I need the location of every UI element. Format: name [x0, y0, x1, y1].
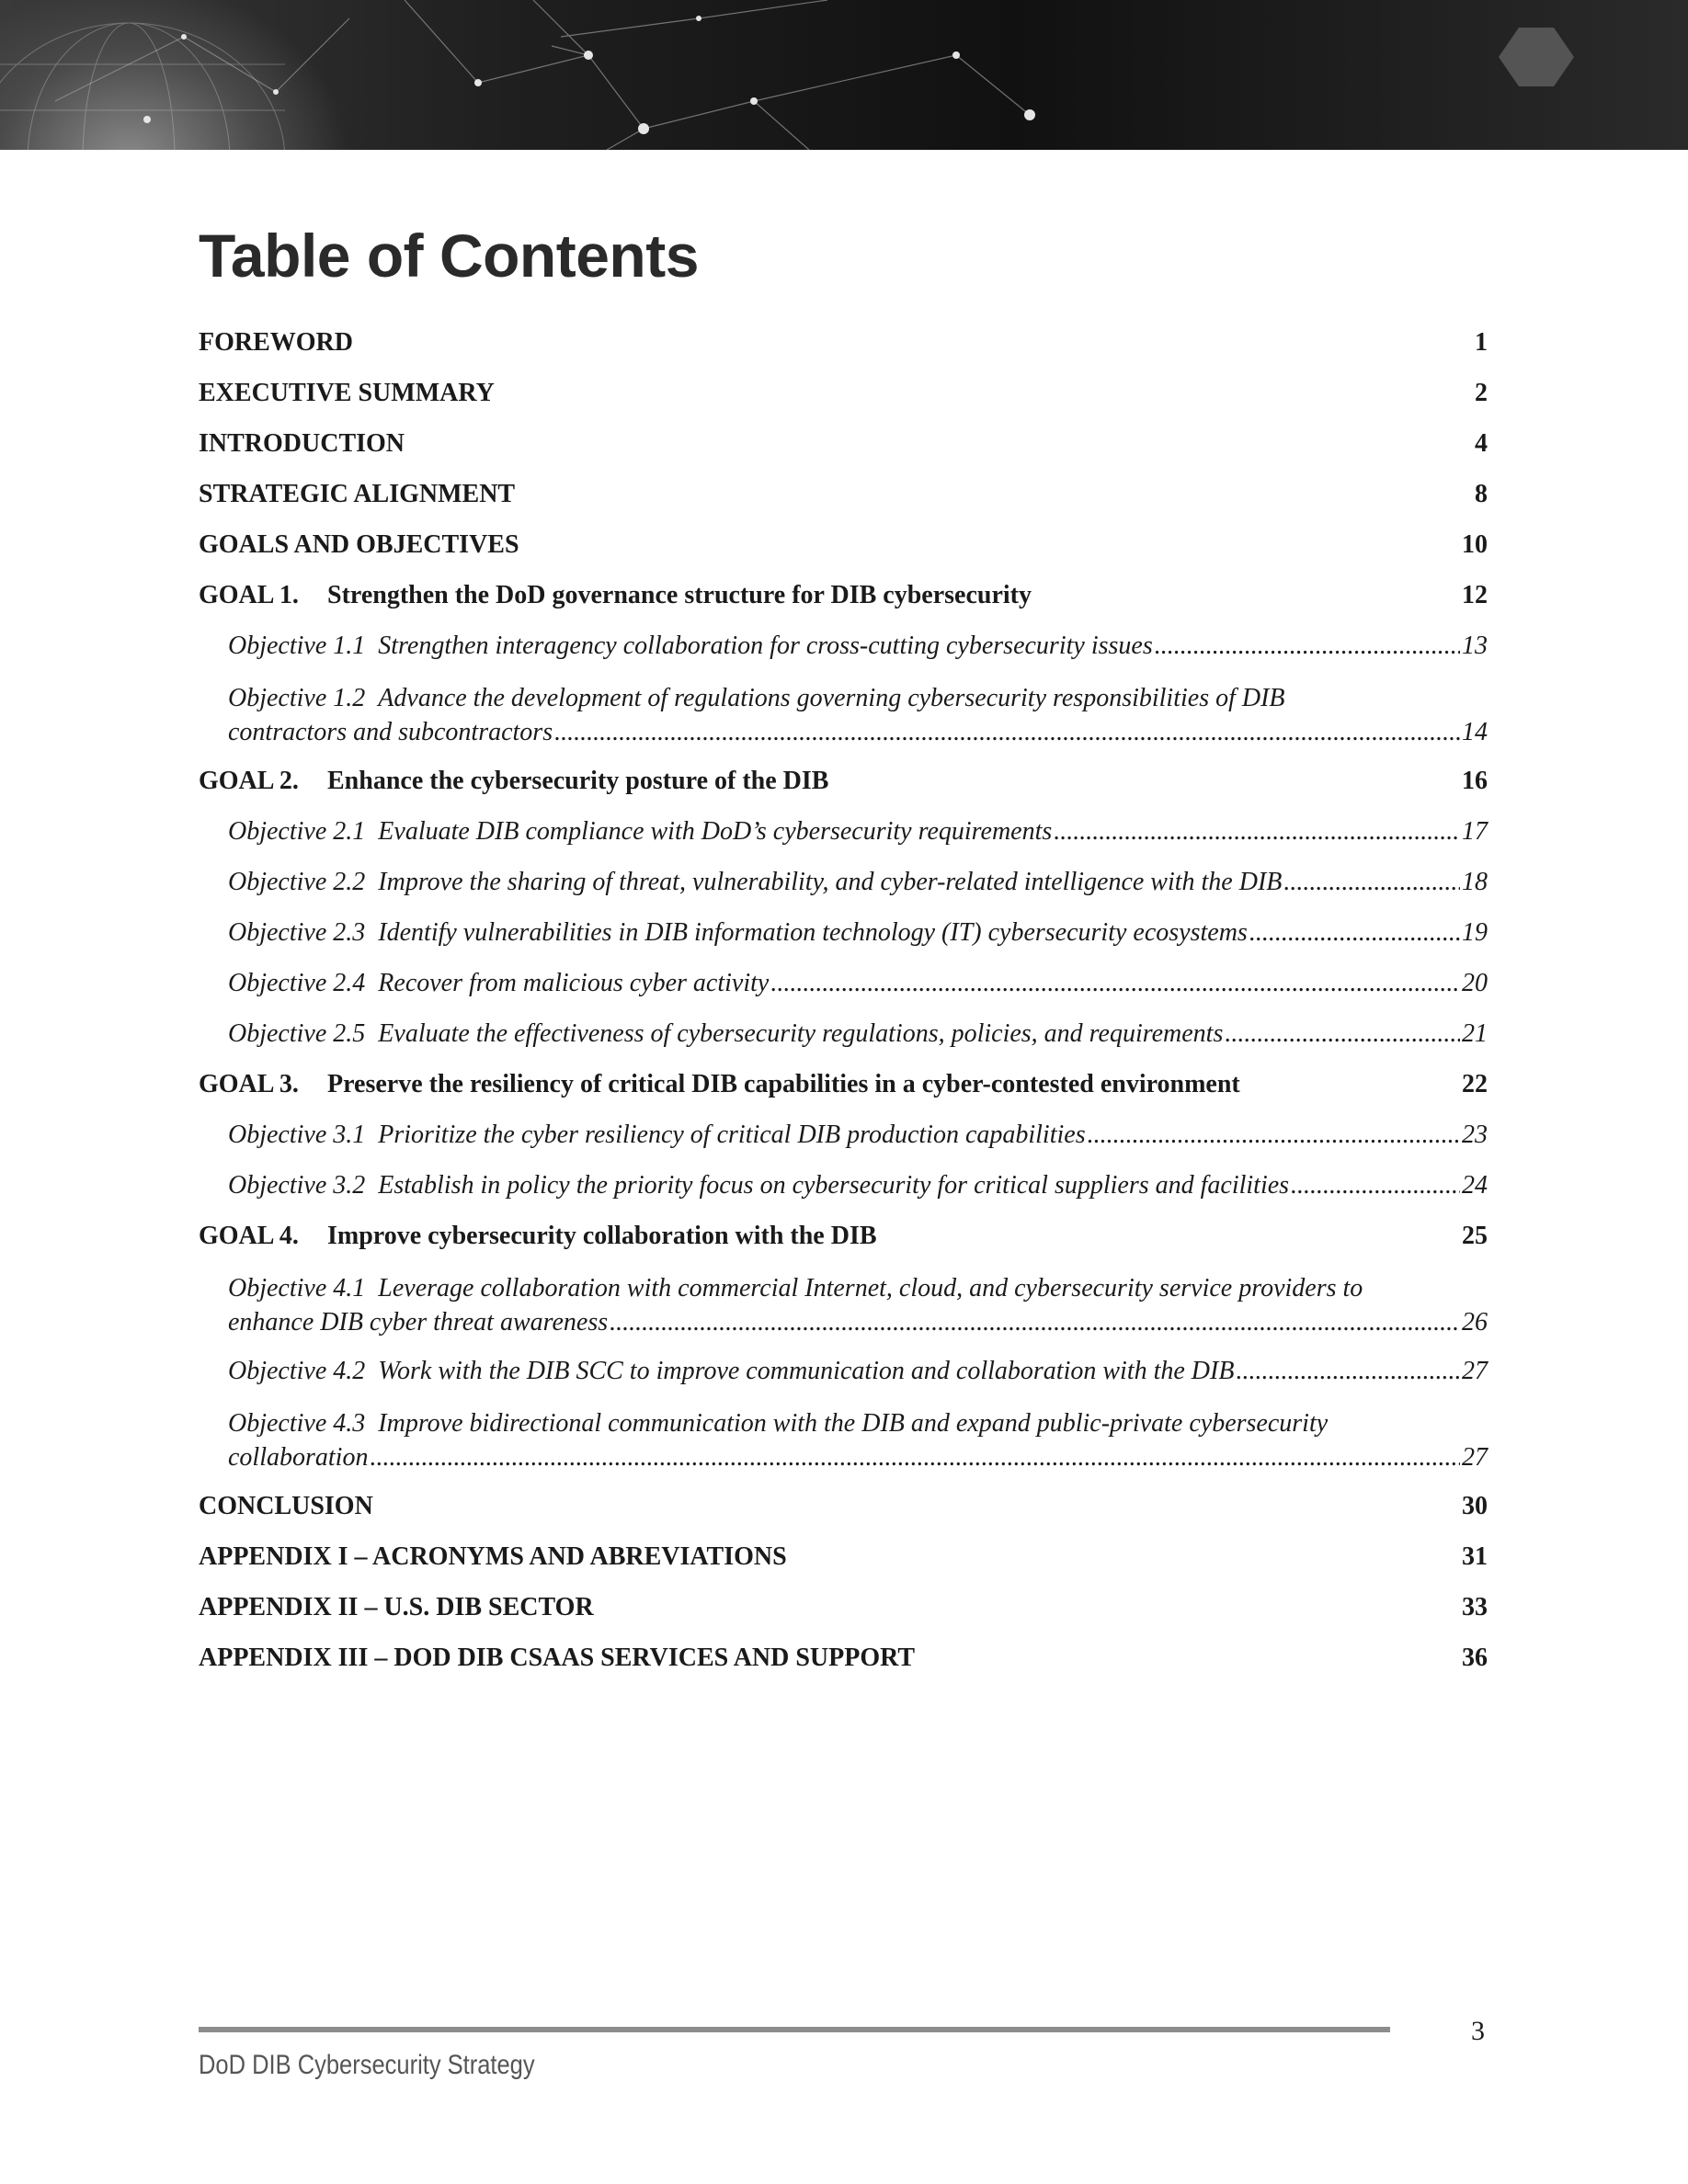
toc-objective-entry[interactable]: [199, 1160, 1488, 1211]
toc-entry[interactable]: [199, 418, 1488, 469]
toc-goal-entry[interactable]: [199, 1211, 1488, 1261]
toc-entry-label: EXECUTIVE SUMMARY: [199, 378, 495, 407]
dot-leader: [1088, 1120, 1460, 1150]
toc-entry-page: 13: [1462, 631, 1488, 660]
toc-entry-label: APPENDIX II – U.S. DIB SECTOR: [199, 1592, 594, 1621]
toc-entry-page: 2: [1475, 378, 1488, 407]
objective-number: Objective 3.2: [228, 1170, 366, 1200]
toc-goal-entry[interactable]: [199, 1059, 1488, 1109]
toc-entry[interactable]: [199, 1632, 1488, 1683]
dot-leader: [1291, 1171, 1460, 1200]
objective-number: Objective 3.1: [228, 1120, 366, 1149]
toc-objective-entry[interactable]: [199, 958, 1488, 1008]
objective-number: Objective 2.2: [228, 867, 366, 896]
objective-number: Objective 4.2: [228, 1356, 366, 1385]
dot-leader: [1249, 918, 1460, 948]
objective-number: Objective 4.3: [228, 1409, 366, 1438]
toc-objective-entry[interactable]: [199, 1261, 1488, 1346]
objective-number: Objective 2.4: [228, 968, 366, 997]
goal-title: Strengthen the DoD governance structure for DIB cybersecurity: [327, 580, 1032, 609]
objective-title: Work with the DIB SCC to improve communication and collaboration with the DIB: [378, 1356, 1235, 1385]
toc-entry-label: GOALS AND OBJECTIVES: [199, 529, 519, 559]
objective-number: Objective 1.1: [228, 631, 366, 660]
toc-objective-entry[interactable]: [199, 857, 1488, 907]
toc-entry-page: 4: [1475, 428, 1488, 458]
page-number: 3: [1471, 2016, 1485, 2046]
toc-goal-entry[interactable]: [199, 570, 1488, 620]
toc-entry-page: 16: [1462, 766, 1488, 795]
toc-entry-page: 36: [1462, 1643, 1488, 1672]
toc-entry-page: 19: [1462, 917, 1488, 947]
toc-objective-entry[interactable]: [199, 1396, 1488, 1481]
objective-title-continued: contractors and subcontractors: [228, 718, 553, 746]
toc-objective-entry[interactable]: [199, 806, 1488, 857]
objective-title: Prioritize the cyber resiliency of critical DIB production capabilities: [378, 1120, 1086, 1149]
dot-leader: [1155, 631, 1460, 661]
footer-document-title: DoD DIB Cybersecurity Strategy: [199, 2050, 535, 2080]
table-of-contents: [199, 317, 1488, 1683]
toc-entry[interactable]: [199, 1531, 1488, 1582]
dot-leader: [554, 715, 1460, 749]
objective-number: Objective 2.1: [228, 816, 366, 846]
toc-entry-page: 22: [1462, 1069, 1488, 1098]
toc-entry-label: FOREWORD: [199, 327, 353, 357]
toc-objective-entry[interactable]: [199, 1346, 1488, 1396]
toc-entry-page: 26: [1462, 1308, 1488, 1337]
toc-entry-page: 21: [1462, 1018, 1488, 1048]
objective-title: Strengthen interagency collaboration for cross-cutting cybersecurity issues: [378, 631, 1153, 660]
goal-title: Preserve the resiliency of critical DIB capabilities in a cyber-contested environment: [327, 1069, 1240, 1098]
objective-title: Evaluate DIB compliance with DoD’s cybersecurity requirements: [378, 816, 1053, 846]
toc-entry-page: 10: [1462, 529, 1488, 559]
goal-number: GOAL 4.: [199, 1221, 299, 1250]
toc-entry-page: 8: [1475, 479, 1488, 508]
toc-objective-entry[interactable]: [199, 1008, 1488, 1059]
goal-title: Improve cybersecurity collaboration with the DIB: [327, 1221, 877, 1250]
toc-entry-label: STRATEGIC ALIGNMENT: [199, 479, 516, 508]
objective-title: Evaluate the effectiveness of cybersecurity regulations, policies, and requirements: [378, 1018, 1224, 1048]
toc-entry-page: 30: [1462, 1491, 1488, 1520]
toc-goal-entry[interactable]: [199, 756, 1488, 806]
dot-leader: [1054, 817, 1460, 847]
toc-entry-page: 14: [1462, 718, 1488, 746]
network-graphic: [0, 0, 1688, 150]
toc-entry-label: INTRODUCTION: [199, 428, 405, 458]
dot-leader: [610, 1305, 1460, 1339]
toc-entry-page: 23: [1462, 1120, 1488, 1149]
objective-number: Objective 4.1: [228, 1274, 366, 1302]
header-banner-image: [0, 0, 1688, 150]
objective-title: Identify vulnerabilities in DIB information technology (IT) cybersecurity ecosystems: [378, 917, 1248, 947]
footer-divider: [199, 2027, 1390, 2032]
page-title: Table of Contents: [199, 222, 699, 290]
objective-number: Objective 2.5: [228, 1018, 366, 1048]
toc-objective-entry[interactable]: [199, 671, 1488, 756]
objective-title: Leverage collaboration with commercial Internet, cloud, and cybersecurity service providers to: [378, 1274, 1363, 1302]
toc-entry[interactable]: [199, 519, 1488, 570]
toc-objective-entry[interactable]: [199, 907, 1488, 958]
toc-objective-entry[interactable]: [199, 1109, 1488, 1160]
objective-number: Objective 1.2: [228, 684, 366, 712]
objective-title: Advance the development of regulations governing cybersecurity responsibilities of DIB: [378, 684, 1285, 712]
toc-entry-page: 33: [1462, 1592, 1488, 1621]
toc-entry-label: CONCLUSION: [199, 1491, 373, 1520]
objective-title: Recover from malicious cyber activity: [378, 968, 770, 997]
goal-number: GOAL 2.: [199, 766, 299, 795]
toc-entry-page: 24: [1462, 1170, 1488, 1200]
toc-entry[interactable]: [199, 1481, 1488, 1531]
objective-title: Establish in policy the priority focus on cybersecurity for critical suppliers and facilities: [378, 1170, 1290, 1200]
toc-entry-page: 17: [1462, 816, 1488, 846]
toc-entry-page: 20: [1462, 968, 1488, 997]
dot-leader: [370, 1440, 1460, 1474]
dot-leader: [1236, 1357, 1460, 1386]
toc-entry-page: 27: [1462, 1356, 1488, 1385]
toc-entry-page: 25: [1462, 1221, 1488, 1250]
objective-title-continued: enhance DIB cyber threat awareness: [228, 1308, 609, 1337]
objective-title: Improve the sharing of threat, vulnerability, and cyber-related intelligence with the DIB: [378, 867, 1283, 896]
objective-title: Improve bidirectional communication with the DIB and expand public-private cybersecurity: [378, 1409, 1329, 1438]
toc-entry[interactable]: [199, 368, 1488, 418]
goal-number: GOAL 1.: [199, 580, 299, 609]
toc-entry-page: 27: [1462, 1443, 1488, 1472]
toc-entry[interactable]: [199, 1582, 1488, 1632]
toc-entry[interactable]: [199, 469, 1488, 519]
toc-entry-label: APPENDIX I – ACRONYMS AND ABREVIATIONS: [199, 1541, 787, 1571]
toc-entry-page: 18: [1462, 867, 1488, 896]
objective-number: Objective 2.3: [228, 917, 366, 947]
objective-title-continued: collaboration: [228, 1443, 369, 1472]
toc-entry[interactable]: [199, 317, 1488, 368]
toc-entry-page: 1: [1475, 327, 1488, 357]
toc-entry-page: 12: [1462, 580, 1488, 609]
toc-entry-label: APPENDIX III – DOD DIB CSAAS SERVICES AND SUPPORT: [199, 1643, 916, 1672]
toc-entry-page: 31: [1462, 1541, 1488, 1571]
dot-leader: [1283, 868, 1460, 897]
toc-objective-entry[interactable]: [199, 620, 1488, 671]
goal-title: Enhance the cybersecurity posture of the DIB: [327, 766, 829, 795]
goal-number: GOAL 3.: [199, 1069, 299, 1098]
dot-leader: [1225, 1019, 1460, 1049]
dot-leader: [770, 969, 1460, 998]
